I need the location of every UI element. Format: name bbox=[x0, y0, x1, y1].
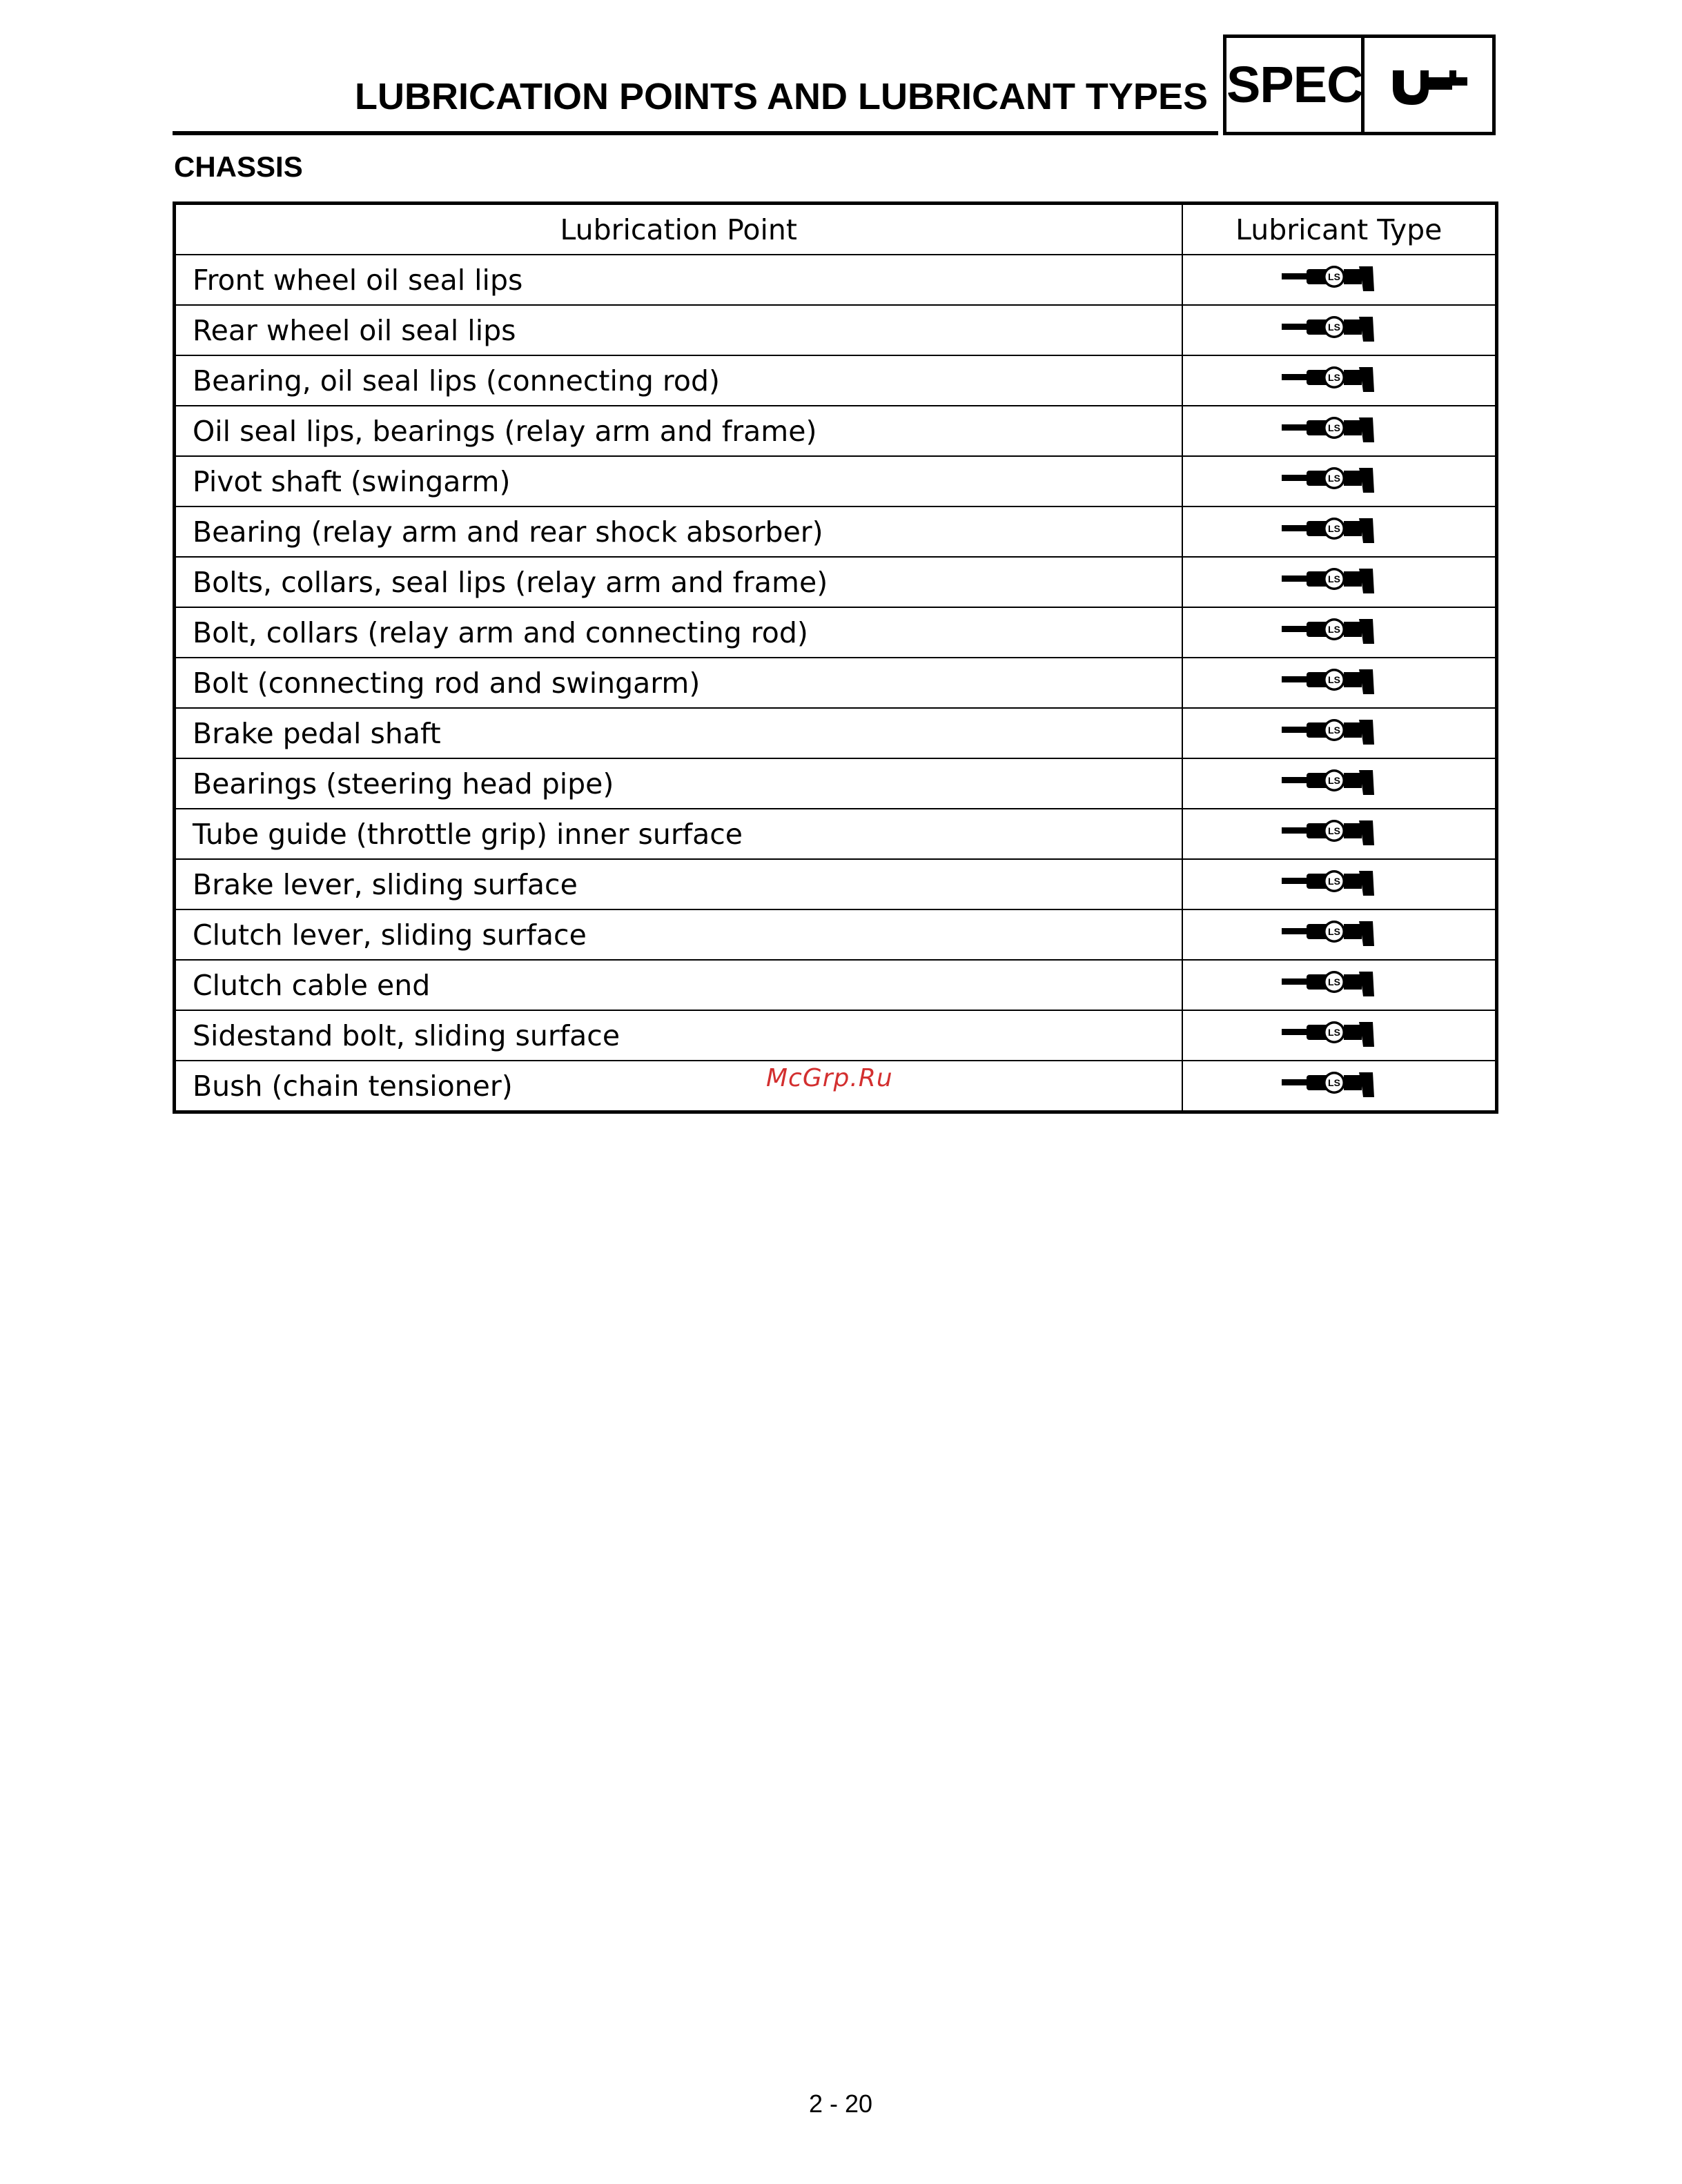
lubricant-type-cell bbox=[1182, 305, 1497, 355]
table-row bbox=[175, 255, 1497, 305]
section-tab bbox=[1223, 35, 1496, 135]
table-row bbox=[175, 909, 1497, 960]
lubricant-code-text: LS bbox=[1327, 623, 1340, 635]
lubricant-type-cell bbox=[1182, 557, 1497, 607]
table-row bbox=[175, 1010, 1497, 1061]
lubrication-point-cell: Oil seal lips, bearings (relay arm and frame) bbox=[175, 406, 1182, 456]
grease-gun-ls-icon bbox=[1280, 411, 1398, 452]
grease-gun-ls-icon bbox=[1280, 662, 1398, 704]
table-row bbox=[175, 355, 1497, 406]
column-header-lubrication-point: Lubrication Point bbox=[175, 204, 1182, 255]
lubricant-type-cell bbox=[1182, 859, 1497, 909]
lubricant-code-text: LS bbox=[1327, 270, 1340, 282]
lubricant-type-cell bbox=[1182, 708, 1497, 758]
page-number: 2 - 20 bbox=[808, 2089, 873, 2118]
lubrication-point-cell: Bush (chain tensioner) bbox=[175, 1061, 1182, 1112]
table-row bbox=[175, 406, 1497, 456]
grease-gun-ls-icon bbox=[1280, 713, 1398, 754]
lubrication-point-cell: Bolt, collars (relay arm and connecting rod) bbox=[175, 607, 1182, 658]
section-heading: CHASSIS bbox=[174, 150, 303, 183]
grease-gun-ls-icon bbox=[1280, 965, 1398, 1006]
lubrication-point-cell: Bearing, oil seal lips (connecting rod) bbox=[175, 355, 1182, 406]
table-row bbox=[175, 456, 1497, 506]
grease-gun-ls-icon bbox=[1280, 612, 1398, 653]
grease-gun-ls-icon bbox=[1280, 914, 1398, 956]
lubricant-code-text: LS bbox=[1327, 573, 1340, 584]
grease-gun-ls-icon bbox=[1280, 461, 1398, 502]
lubrication-point-cell: Bolt (connecting rod and swingarm) bbox=[175, 658, 1182, 708]
table-body bbox=[175, 255, 1497, 1112]
lubrication-point-cell: Front wheel oil seal lips bbox=[175, 255, 1182, 305]
table-row bbox=[175, 758, 1497, 809]
grease-gun-ls-icon bbox=[1280, 814, 1398, 855]
grease-gun-ls-icon bbox=[1280, 562, 1398, 603]
lubricant-code-text: LS bbox=[1327, 673, 1340, 685]
lubricant-code-text: LS bbox=[1327, 371, 1340, 383]
lubricant-type-cell bbox=[1182, 758, 1497, 809]
lubrication-point-cell: Bearing (relay arm and rear shock absorber) bbox=[175, 506, 1182, 557]
lubricant-code-text: LS bbox=[1327, 422, 1340, 433]
grease-gun-ls-icon bbox=[1280, 864, 1398, 905]
grease-gun-ls-icon bbox=[1280, 763, 1398, 805]
lubricant-code-text: LS bbox=[1327, 1026, 1340, 1038]
grease-gun-ls-icon bbox=[1280, 511, 1398, 553]
lubrication-point-cell: Brake pedal shaft bbox=[175, 708, 1182, 758]
table-row bbox=[175, 506, 1497, 557]
table-row bbox=[175, 859, 1497, 909]
lubricant-code-text: LS bbox=[1327, 1076, 1340, 1088]
lubricant-type-cell bbox=[1182, 456, 1497, 506]
lubricant-type-cell bbox=[1182, 658, 1497, 708]
table-row bbox=[175, 960, 1497, 1010]
table-row bbox=[175, 557, 1497, 607]
lubricant-type-cell bbox=[1182, 255, 1497, 305]
grease-gun-ls-icon bbox=[1280, 360, 1398, 402]
lubricant-type-cell bbox=[1182, 355, 1497, 406]
lubricant-code-text: LS bbox=[1327, 976, 1340, 987]
wrench-icon bbox=[1365, 38, 1492, 132]
lubrication-point-cell: Sidestand bolt, sliding surface bbox=[175, 1010, 1182, 1061]
table-row bbox=[175, 809, 1497, 859]
table-row bbox=[175, 607, 1497, 658]
lubrication-point-cell: Bolts, collars, seal lips (relay arm and frame) bbox=[175, 557, 1182, 607]
table-row bbox=[175, 658, 1497, 708]
lubricant-code-text: LS bbox=[1327, 875, 1340, 887]
lubricant-code-text: LS bbox=[1327, 321, 1340, 333]
page-title: LUBRICATION POINTS AND LUBRICANT TYPES bbox=[355, 76, 1208, 117]
lubrication-point-cell: Clutch cable end bbox=[175, 960, 1182, 1010]
lubrication-point-cell: Rear wheel oil seal lips bbox=[175, 305, 1182, 355]
section-tab-label: SPEC bbox=[1226, 38, 1365, 132]
grease-gun-ls-icon bbox=[1280, 1065, 1398, 1107]
lubricant-code-text: LS bbox=[1327, 925, 1340, 937]
lubrication-point-cell: Bearings (steering head pipe) bbox=[175, 758, 1182, 809]
lubricant-type-cell bbox=[1182, 506, 1497, 557]
grease-gun-ls-icon bbox=[1280, 1015, 1398, 1056]
lubrication-table bbox=[173, 201, 1498, 1114]
lubrication-point-cell: Tube guide (throttle grip) inner surface bbox=[175, 809, 1182, 859]
lubrication-point-cell: Pivot shaft (swingarm) bbox=[175, 456, 1182, 506]
lubricant-type-cell bbox=[1182, 406, 1497, 456]
lubricant-code-text: LS bbox=[1327, 774, 1340, 786]
lubricant-type-cell bbox=[1182, 909, 1497, 960]
title-underline bbox=[173, 131, 1218, 135]
lubrication-point-cell: Brake lever, sliding surface bbox=[175, 859, 1182, 909]
lubrication-point-cell: Clutch lever, sliding surface bbox=[175, 909, 1182, 960]
table-row bbox=[175, 708, 1497, 758]
lubricant-code-text: LS bbox=[1327, 825, 1340, 836]
lubricant-code-text: LS bbox=[1327, 522, 1340, 534]
table-header-row bbox=[175, 204, 1497, 255]
lubricant-code-text: LS bbox=[1327, 472, 1340, 484]
column-header-lubricant-type: Lubricant Type bbox=[1182, 204, 1497, 255]
table-row bbox=[175, 305, 1497, 355]
lubricant-type-cell bbox=[1182, 1061, 1497, 1112]
lubricant-type-cell bbox=[1182, 809, 1497, 859]
lubricant-type-cell bbox=[1182, 607, 1497, 658]
lubricant-type-cell bbox=[1182, 1010, 1497, 1061]
grease-gun-ls-icon bbox=[1280, 310, 1398, 351]
lubricant-code-text: LS bbox=[1327, 724, 1340, 736]
grease-gun-ls-icon bbox=[1280, 259, 1398, 301]
lubricant-type-cell bbox=[1182, 960, 1497, 1010]
watermark: McGrp.Ru bbox=[766, 1064, 893, 1092]
